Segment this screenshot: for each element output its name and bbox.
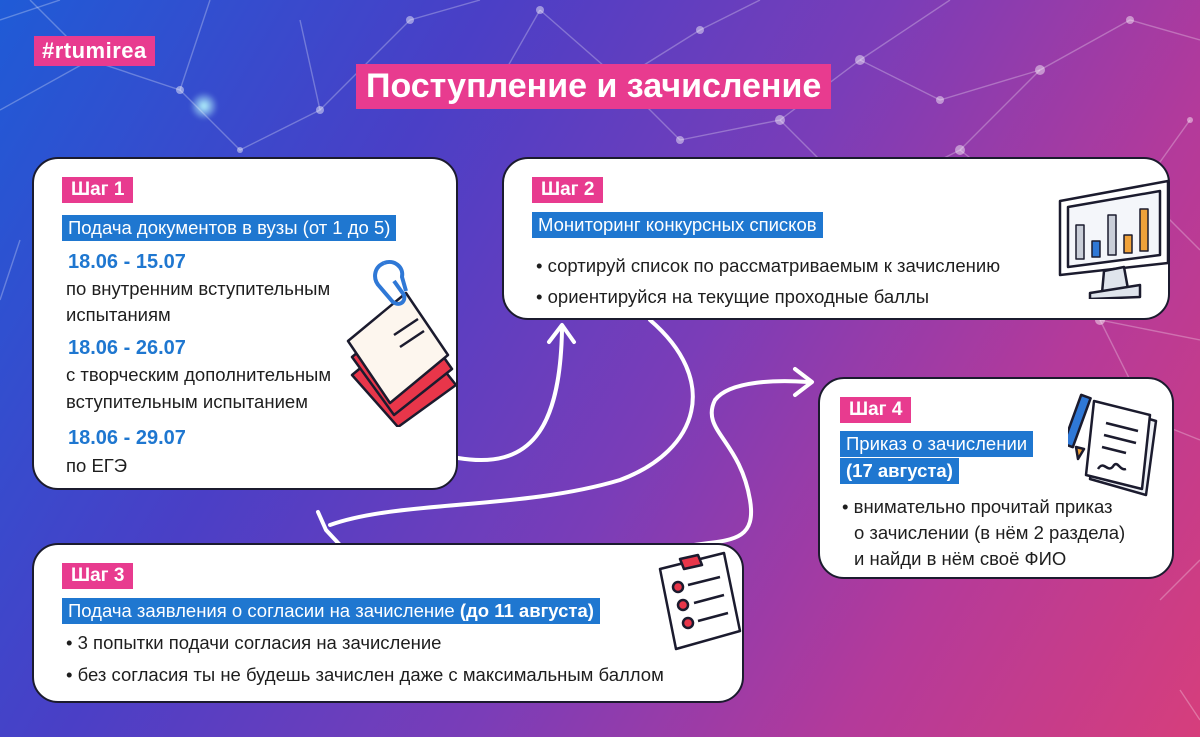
step-1-text-1a: по внутренним вступительным — [66, 278, 331, 299]
signed-document-pen-icon — [1068, 391, 1168, 503]
step-4-card — [818, 377, 1174, 579]
arrow-step3-to-step4 — [640, 381, 808, 560]
step-4-text-3: и найди в нём своё ФИО — [854, 548, 1067, 569]
step-3-card — [32, 543, 744, 703]
step-3-heading — [62, 598, 600, 624]
hashtag-label: #rtumirea — [34, 36, 155, 66]
step-1-text-2a: с творческим дополнительным — [66, 364, 332, 385]
step-4-text-2: о зачислении (в нём 2 раздела) — [854, 522, 1126, 543]
page-title: Поступление и зачисление — [356, 64, 831, 109]
step-2-bullet-2: • ориентируйся на текущие проходные баллы — [536, 283, 929, 310]
step-3-bullet-1: • 3 попытки подачи согласия на зачисление — [66, 629, 441, 656]
step-3-heading-date: (до 11 августа) — [459, 600, 594, 621]
step-1-card — [32, 157, 458, 490]
step-1-heading: Подача документов в вузы (от 1 до 5) — [62, 215, 396, 241]
step-1-text-2b: вступительным испытанием — [66, 391, 308, 412]
arrow-step1-to-step2 — [458, 330, 562, 460]
step-2-bullet-1: • сортируй список по рассматриваемым к зачислению — [536, 252, 1000, 279]
checklist-clipboard-icon — [654, 549, 744, 653]
step-1-date-2: 18.06 - 26.07 — [68, 337, 186, 359]
arrowhead — [318, 512, 340, 545]
step-4-heading-date: (17 августа) — [840, 458, 959, 484]
step-4-heading: Приказ о зачислении — [840, 431, 1033, 457]
document-clip-icon — [344, 257, 456, 427]
step-3-label: Шаг 3 — [62, 563, 133, 589]
step-1-text-3: по ЕГЭ — [66, 455, 128, 476]
step-4-text-1: • внимательно прочитай приказ — [842, 493, 1113, 520]
step-3-bullet-2: • без согласия ты не будешь зачислен даже с максимальным баллом — [66, 661, 664, 688]
step-2-label: Шаг 2 — [532, 177, 603, 203]
step-3-heading-text: Подача заявления о согласии на зачисление — [68, 600, 455, 621]
step-1-label: Шаг 1 — [62, 177, 133, 203]
step-1-date-1: 18.06 - 15.07 — [68, 251, 186, 273]
step-1-text-1b: испытаниям — [66, 304, 171, 325]
step-2-card — [502, 157, 1170, 320]
monitor-chart-icon — [1058, 175, 1170, 299]
step-4-label: Шаг 4 — [840, 397, 911, 423]
step-2-heading: Мониторинг конкурсных списков — [532, 212, 823, 238]
step-1-date-3: 18.06 - 29.07 — [68, 427, 186, 449]
